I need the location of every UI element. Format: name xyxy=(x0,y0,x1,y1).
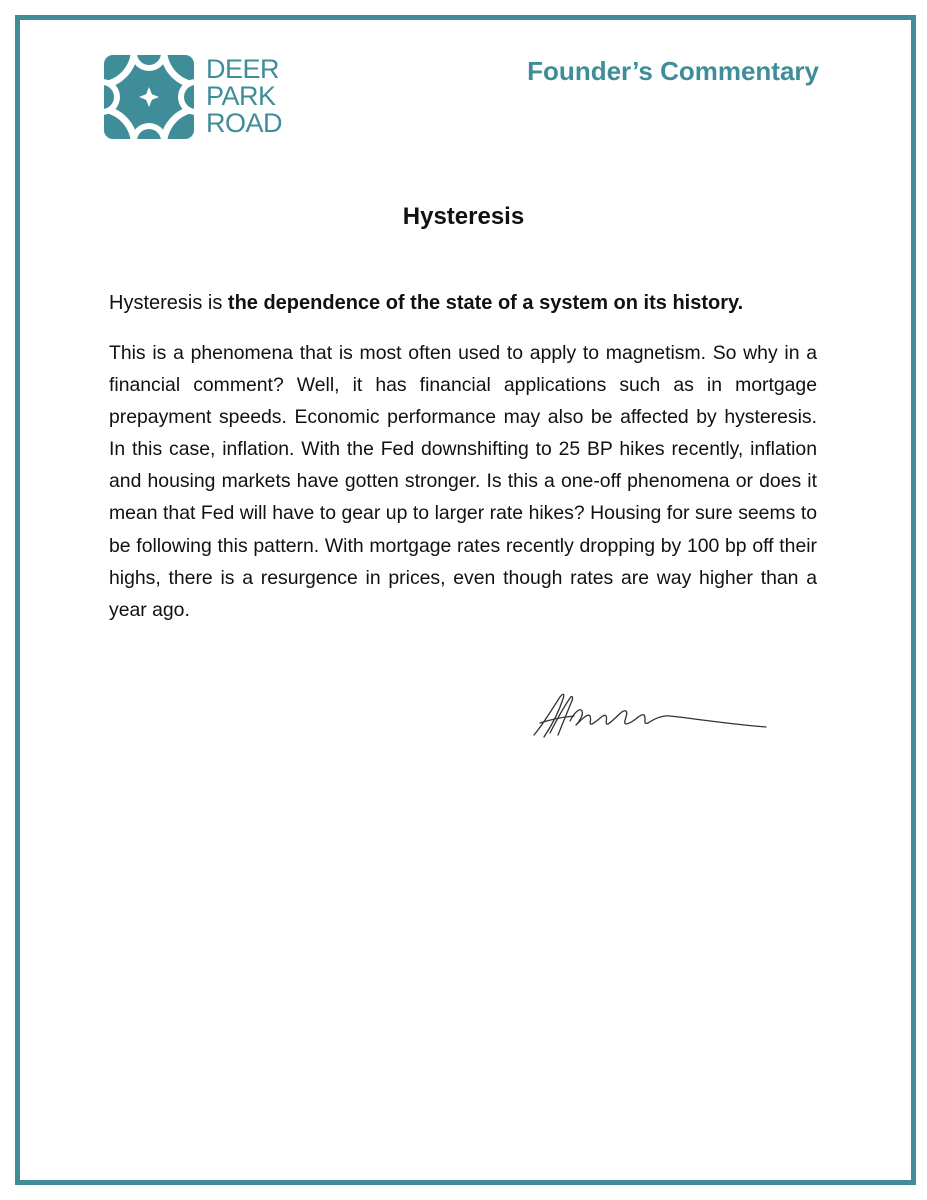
body-paragraph: This is a phenomena that is most often used to apply to magnetism. So why in a financial comment? Well, it has financial applications such as in mortgage prepayment speeds. Economic performance may also be affected by hysteresis. In this case, inflation. With the Fed downshifting to 25 BP hikes recently, inflation and housing markets have gotten stronger. Is this a one-off phenomena or does it mean that Fed will have to gear up to larger rate hikes? Housing for sure seems to be following this pattern. With mortgage rates recently dropping by 100 bp off their highs, there is a resurgence in prices, even though rates are way higher than a year ago. xyxy=(109,342,817,621)
section-title: Founder’s Commentary xyxy=(527,56,819,86)
logo-word-1: DEER xyxy=(206,54,280,84)
document-title: Hysteresis xyxy=(402,203,525,230)
definition-emphasis: the dependence of the state of a system on its history. xyxy=(227,292,744,314)
logo-mark-icon xyxy=(104,55,194,139)
logo-word-3: ROAD xyxy=(206,108,283,138)
company-logo xyxy=(104,55,294,139)
definition-line xyxy=(109,292,819,315)
logo-wordmark xyxy=(206,56,282,137)
definition-prefix: Hysteresis is xyxy=(109,292,228,314)
logo-word-2: PARK xyxy=(206,81,276,111)
signature-icon xyxy=(530,683,770,745)
